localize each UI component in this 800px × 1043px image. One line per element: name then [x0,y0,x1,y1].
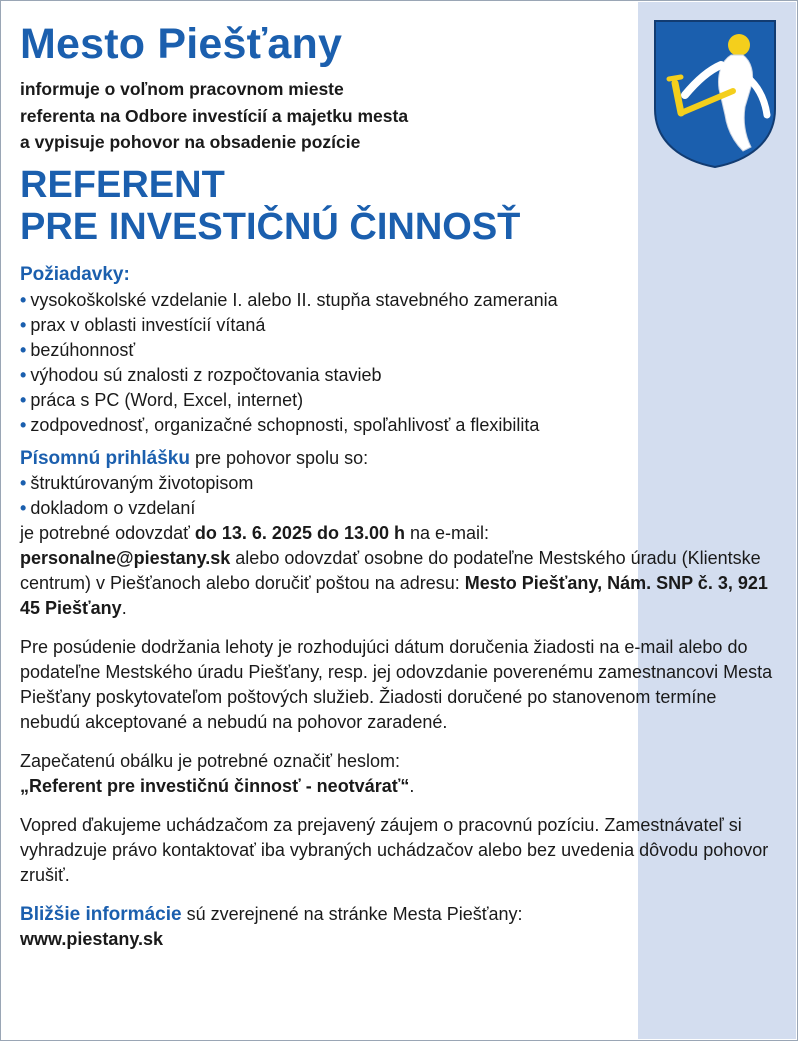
city-title: Mesto Piešťany [20,20,343,68]
list-item-text: výhodou sú znalosti z rozpočtovania stavieb [30,364,382,385]
website-link[interactable]: www.piestany.sk [20,928,164,949]
list-item [20,388,780,413]
more-info-paragraph [20,902,780,952]
list-item-text: štruktúrovaným životopisom [30,472,254,493]
email-rest: alebo odovzdať osobne do podateľne Mestského úradu (Klientske centrum) v Piešťanoch alebo doručiť poštou na adresu: [20,547,761,593]
bullet-icon: • [20,314,27,335]
more-info-rest: sú zverejnené na stránke Mesta Piešťany: [181,903,523,924]
address: Mesto Piešťany, Nám. SNP č. 3, 921 45 Piešťany [20,572,768,618]
email-link[interactable]: personalne@piestany.sk [20,547,231,568]
list-item [20,338,780,363]
position-title [20,164,780,248]
intro-line: a vypisuje pohovor na obsadenie pozície [20,132,361,152]
bullet-icon: • [20,289,27,310]
envelope-end: . [409,775,415,796]
bullet-icon: • [20,339,27,360]
envelope-text: Zapečatenú obálku je potrebné označiť heslom: [20,750,400,771]
list-item-text: zodpovednosť, organizačné schopnosti, spoľahlivosť a flexibilita [30,414,540,435]
requirements-heading: Požiadavky: [20,263,130,285]
envelope-password: „Referent pre investičnú činnosť - neotvárať“ [20,775,410,796]
position-title-line: REFERENT [20,163,225,206]
list-item-text: dokladom o vzdelaní [30,497,196,518]
deadline-post: na e-mail: [405,522,490,543]
list-item [20,496,780,521]
list-item-text: bezúhonnosť [30,339,136,360]
application-heading [20,446,780,471]
thanks-paragraph: Vopred ďakujeme uchádzačom za prejavený záujem o pracovnú pozíciu. Zamestnávateľ si vyhradzuje právo kontaktovať iba vybraných uchádzačov alebo bez uvedenia dôvodu pohovor zrušiť. [20,814,769,885]
application-heading-rest: pre pohovor spolu so: [189,447,369,468]
intro-line: informuje o voľnom pracovnom mieste [20,79,344,99]
list-item [20,313,780,338]
more-info-heading: Bližšie informácie [20,903,182,925]
list-item-text: práca s PC (Word, Excel, internet) [30,389,304,410]
intro-line: referenta na Odbore investícií a majetku mesta [20,105,409,126]
submission-paragraph [20,521,780,621]
application-heading-label: Písomnú prihlášku [20,447,190,469]
requirements-list [20,288,780,438]
rules-paragraph: Pre posúdenie dodržania lehoty je rozhodujúci dátum doručenia žiadosti na e-mail alebo do podateľne Mestského úradu Piešťany, resp. jej odovzdanie poverenému zamestnancovi Mesta Piešťany poskytovateľom poštových služieb. Žiadosti doručené po stanovenom termíne nebudú akceptované a nebudú na pohovor zaradené. [20,636,773,732]
position-title-line: PRE INVESTIČNÚ ČINNOSŤ [20,205,521,248]
bullet-icon: • [20,364,27,385]
list-item [20,413,780,438]
bullet-icon: • [20,414,27,435]
bullet-icon: • [20,497,27,518]
list-item [20,471,780,496]
list-item [20,363,780,388]
intro-text [20,76,780,156]
list-item-text: vysokoškolské vzdelanie I. alebo II. stupňa stavebného zamerania [30,289,558,310]
list-item [20,288,780,313]
deadline-pre: je potrebné odovzdať [20,522,195,543]
application-documents-list [20,471,780,521]
bullet-icon: • [20,389,27,410]
list-item-text: prax v oblasti investícií vítaná [30,314,266,335]
announcement [20,18,780,952]
envelope-paragraph [20,749,780,799]
bullet-icon: • [20,472,27,493]
address-end: . [121,597,127,618]
deadline: do 13. 6. 2025 do 13.00 h [194,522,405,543]
